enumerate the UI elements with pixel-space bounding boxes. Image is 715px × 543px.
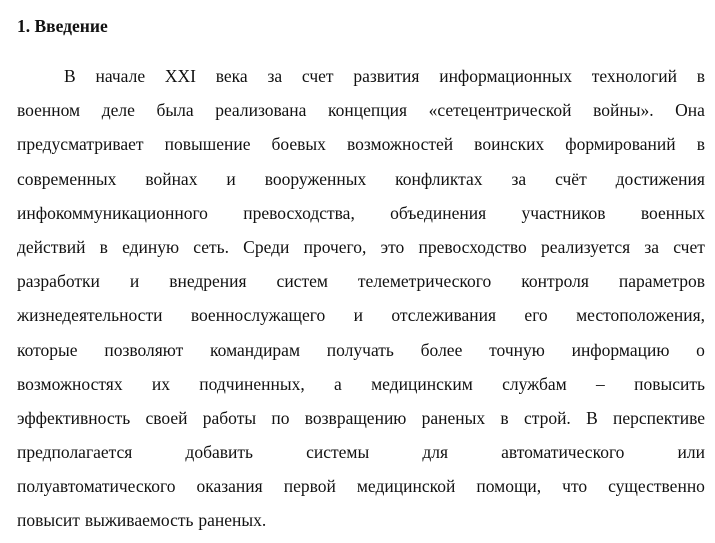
- word: современных: [17, 168, 117, 189]
- word: параметров: [618, 271, 705, 292]
- word: их: [151, 373, 170, 394]
- word: а: [334, 373, 342, 394]
- word: деле: [101, 100, 135, 121]
- word: была: [156, 100, 194, 121]
- word: оказания: [196, 476, 263, 497]
- word: его: [524, 305, 548, 326]
- paragraph-line: [17, 440, 705, 474]
- word: воинских: [474, 134, 545, 155]
- word: возможностей: [346, 134, 454, 155]
- word: развития: [353, 66, 420, 86]
- word: повысит: [17, 510, 80, 531]
- word: в: [696, 134, 705, 155]
- word: службам: [502, 373, 567, 394]
- word: инфокоммуникационного: [17, 202, 208, 223]
- word: В: [64, 66, 76, 86]
- word: вооруженных: [264, 168, 367, 189]
- word: реализована: [215, 100, 307, 121]
- word: превосходства,: [243, 202, 355, 223]
- word: концепция: [328, 100, 408, 121]
- word: войнах: [145, 168, 198, 189]
- word: сеть.: [193, 236, 229, 257]
- word: работы: [202, 407, 257, 428]
- word: командирам: [210, 339, 301, 360]
- word: действий: [17, 236, 86, 257]
- word: превосходство: [418, 236, 527, 257]
- word: военнослужащего: [190, 305, 326, 326]
- word: реализуется: [540, 236, 631, 257]
- word: формирований: [565, 134, 676, 155]
- word: систем: [276, 271, 328, 292]
- word: выживаемость: [84, 510, 194, 531]
- word: счёт: [555, 168, 587, 189]
- word: Среди: [243, 236, 290, 257]
- word: за: [511, 168, 527, 189]
- word: и: [353, 305, 363, 326]
- word: единую: [122, 236, 180, 257]
- word: участников: [521, 202, 606, 223]
- word: боевых: [271, 134, 326, 155]
- word: получать: [326, 339, 394, 360]
- paragraph-line: [17, 338, 705, 372]
- word: за: [644, 236, 660, 257]
- paragraph-line: [17, 167, 705, 201]
- word: начале: [95, 66, 146, 86]
- paragraph-line: [17, 269, 705, 303]
- word: войны».: [593, 100, 654, 121]
- word: В: [586, 407, 598, 428]
- word: внедрения: [169, 271, 247, 292]
- paragraph-line: [17, 201, 705, 235]
- word: полуавтоматического: [17, 476, 176, 497]
- word: разработки: [17, 271, 100, 292]
- paragraph-line: [17, 98, 705, 132]
- word: эффективность: [17, 407, 131, 428]
- word: медицинским: [371, 373, 473, 394]
- word: повысить: [634, 373, 705, 394]
- word: в: [696, 66, 705, 86]
- word: перспективе: [613, 407, 705, 428]
- word: жизнедеятельности: [17, 305, 163, 326]
- word: прочего,: [303, 236, 367, 257]
- word: возможностях: [17, 373, 123, 394]
- word: раненых: [421, 407, 486, 428]
- word: конфликтах: [395, 168, 483, 189]
- word: –: [596, 373, 605, 394]
- word: века: [215, 66, 248, 86]
- word: счет: [673, 236, 705, 257]
- word: повышение: [164, 134, 251, 155]
- section-heading: 1. Введение: [17, 16, 108, 36]
- introduction-paragraph: [17, 64, 705, 543]
- word: подчиненных,: [199, 373, 305, 394]
- paragraph-line: [17, 64, 705, 98]
- word: существенно: [608, 476, 705, 497]
- word: автоматического: [501, 442, 625, 463]
- word: для: [422, 442, 449, 463]
- word: информацию: [571, 339, 670, 360]
- word: в: [99, 236, 108, 257]
- word: в: [500, 407, 509, 428]
- word: более: [420, 339, 463, 360]
- word: технологий: [591, 66, 677, 86]
- word: по: [271, 407, 290, 428]
- word: контроля: [521, 271, 589, 292]
- word: информационных: [439, 66, 572, 86]
- word: предполагается: [17, 442, 133, 463]
- word: системы: [306, 442, 370, 463]
- word: объединения: [390, 202, 487, 223]
- paragraph-line: [17, 406, 705, 440]
- paragraph-line: [17, 303, 705, 337]
- word: Она: [675, 100, 705, 121]
- word: XXI: [164, 66, 196, 86]
- word: что: [562, 476, 588, 497]
- word: точную: [489, 339, 545, 360]
- paragraph-line: [17, 235, 705, 269]
- paragraph-line: [17, 474, 705, 508]
- paragraph-line: [17, 372, 705, 406]
- word: о: [696, 339, 705, 360]
- word: первой: [283, 476, 336, 497]
- word: или: [677, 442, 705, 463]
- word: раненых.: [198, 510, 267, 531]
- word: позволяют: [104, 339, 184, 360]
- word: местоположения,: [576, 305, 705, 326]
- word: возвращению: [304, 407, 407, 428]
- document-page: [17, 14, 705, 531]
- word: своей: [145, 407, 188, 428]
- word: строй.: [523, 407, 571, 428]
- word: за: [267, 66, 283, 86]
- word: отслеживания: [391, 305, 497, 326]
- word: медицинской: [356, 476, 456, 497]
- word: телеметрического: [357, 271, 492, 292]
- word: добавить: [185, 442, 254, 463]
- word: и: [226, 168, 236, 189]
- word: счет: [301, 66, 334, 86]
- word: которые: [17, 339, 78, 360]
- word: помощи,: [476, 476, 542, 497]
- paragraph-line: [17, 132, 705, 166]
- word: достижения: [615, 168, 705, 189]
- word: военном: [17, 100, 81, 121]
- word: предусматривает: [17, 134, 144, 155]
- word: и: [129, 271, 140, 292]
- word: «сетецентрической: [428, 100, 572, 121]
- word: это: [380, 236, 405, 257]
- paragraph-line: [17, 508, 705, 542]
- word: военных: [640, 202, 705, 223]
